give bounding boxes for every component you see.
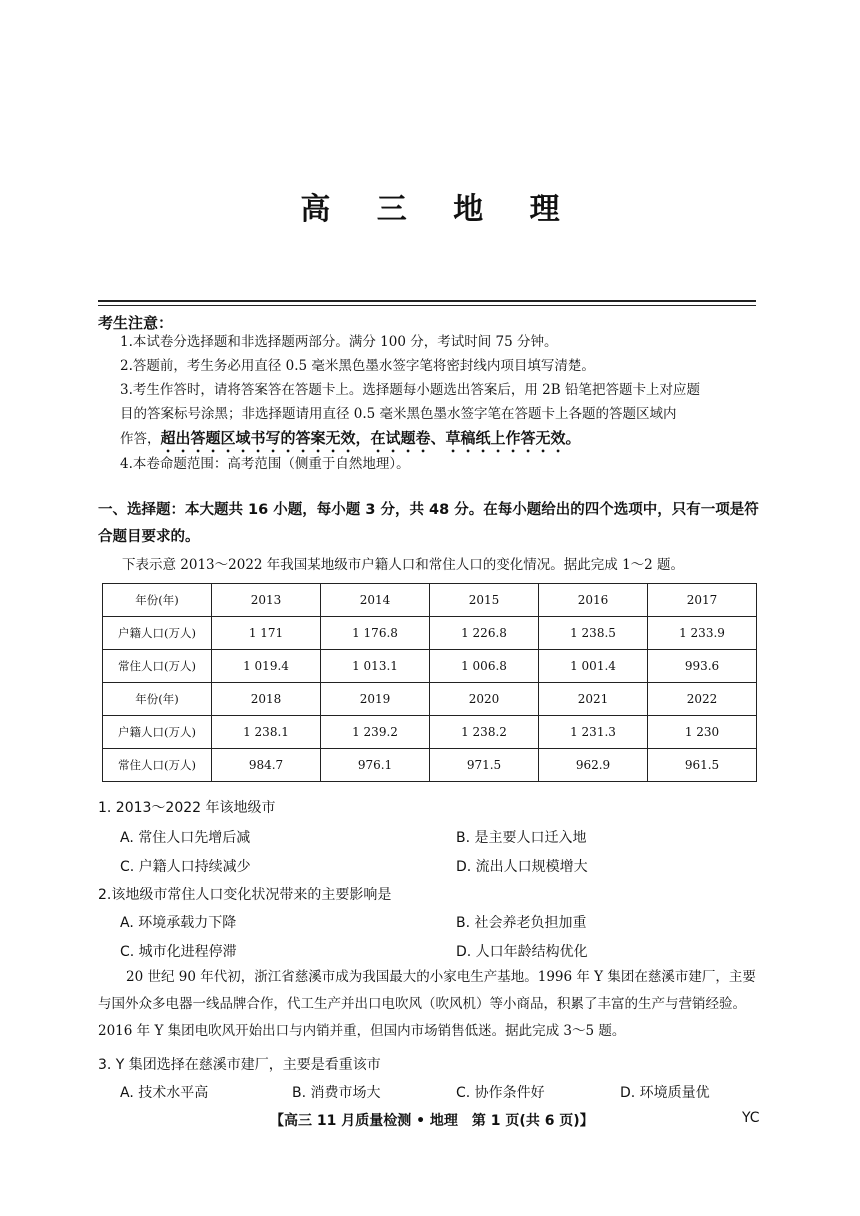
row-label-year: 年份(年) (103, 683, 212, 716)
row-label-huji: 户籍人口(万人) (103, 617, 212, 650)
notice-item-3-line-2: 目的答案标号涂黑；非选择题请用直径 0.5 毫米黑色墨水签字笔在答题卡上各题的答题区域内 (120, 406, 677, 422)
notice-item-3-line-1: 3.考生作答时，请将答案答在答题卡上。选择题每小题选出答案后，用 2B 铅笔把答题卡上对应题 (120, 382, 700, 398)
question-1-option-c: C. 户籍人口持续减少 (120, 859, 251, 875)
cell-year: 2019 (321, 683, 430, 716)
table-row (103, 683, 757, 716)
cell-changzhu: 1 006.8 (430, 650, 539, 683)
cell-huji: 1 238.2 (430, 716, 539, 749)
question-1-stem: 1. 2013～2022 年该地级市 (98, 800, 276, 816)
table-row (103, 584, 757, 617)
paper-code: YC (742, 1110, 760, 1126)
passage: 20 世纪 90 年代初，浙江省慈溪市成为我国最大的小家电生产基地。1996 年 Y 集团在慈溪市建厂，主要与国外众多电器一线品牌合作，代工生产并出口电吹风（吹风机）等小商品，积累了丰富的生产与营销经验。2016 年 Y 集团电吹风开始出口与内销并重，但国内市场销售低迷。据此完成 3～5 题。 (98, 969, 756, 1039)
cell-changzhu: 1 019.4 (212, 650, 321, 683)
cell-year: 2018 (212, 683, 321, 716)
cell-huji: 1 233.9 (648, 617, 757, 650)
question-1-option-a: A. 常住人口先增后减 (120, 830, 251, 846)
cell-year: 2017 (648, 584, 757, 617)
population-table (102, 583, 757, 782)
cell-changzhu: 962.9 (539, 749, 648, 782)
cell-changzhu: 971.5 (430, 749, 539, 782)
cell-huji: 1 176.8 (321, 617, 430, 650)
row-label-changzhu: 常住人口(万人) (103, 650, 212, 683)
cell-changzhu: 1 013.1 (321, 650, 430, 683)
cell-huji: 1 171 (212, 617, 321, 650)
page-title: 高 三 地 理 (300, 192, 578, 227)
table-row (103, 749, 757, 782)
notice-item-4: 4.本卷命题范围：高考范围（侧重于自然地理）。 (120, 456, 410, 472)
notice-item-1: 1.本试卷分选择题和非选择题两部分。满分 100 分，考试时间 75 分钟。 (120, 334, 558, 350)
header-rule-thin (98, 305, 756, 306)
cell-year: 2022 (648, 683, 757, 716)
question-3-stem: 3. Y 集团选择在慈溪市建厂，主要是看重该市 (98, 1057, 381, 1073)
table-row (103, 716, 757, 749)
cell-huji: 1 230 (648, 716, 757, 749)
cell-changzhu: 1 001.4 (539, 650, 648, 683)
question-2-option-b: B. 社会养老负担加重 (456, 915, 587, 931)
cell-year: 2015 (430, 584, 539, 617)
cell-huji: 1 238.1 (212, 716, 321, 749)
cell-year: 2016 (539, 584, 648, 617)
cell-huji: 1 239.2 (321, 716, 430, 749)
cell-changzhu: 993.6 (648, 650, 757, 683)
question-1-option-d: D. 流出人口规模增大 (456, 859, 588, 875)
table-row (103, 650, 757, 683)
question-2-option-c: C. 城市化进程停滞 (120, 944, 237, 960)
header-rule-thick (98, 300, 756, 302)
question-2-stem: 2.该地级市常住人口变化状况带来的主要影响是 (98, 887, 392, 903)
cell-huji: 1 231.3 (539, 716, 648, 749)
notice-item-2: 2.答题前，考生务必用直径 0.5 毫米黑色墨水签字笔将密封线内项目填写清楚。 (120, 358, 595, 374)
table-intro: 下表示意 2013～2022 年我国某地级市户籍人口和常住人口的变化情况。据此完成 1～2 题。 (122, 557, 685, 573)
row-label-year: 年份(年) (103, 584, 212, 617)
cell-huji: 1 238.5 (539, 617, 648, 650)
question-3-option-a: A. 技术水平高 (120, 1085, 209, 1101)
page-footer: 【高三 11 月质量检测 • 地理 第 1 页(共 6 页)】 (270, 1113, 594, 1129)
table-row (103, 617, 757, 650)
cell-year: 2014 (321, 584, 430, 617)
question-3-option-b: B. 消费市场大 (292, 1085, 381, 1101)
cell-year: 2021 (539, 683, 648, 716)
notice-heading: 考生注意： (98, 314, 174, 332)
cell-changzhu: 984.7 (212, 749, 321, 782)
row-label-changzhu: 常住人口(万人) (103, 749, 212, 782)
question-2-option-d: D. 人口年龄结构优化 (456, 944, 588, 960)
notice-emphasis: 超出答题区域书写的答案无效，在试题卷、草稿纸上作答无效。 (160, 429, 581, 447)
section-heading: 一、选择题：本大题共 16 小题，每小题 3 分，共 48 分。在每小题给出的四个选项中，只有一项是符合题目要求的。 (98, 502, 759, 545)
row-label-huji: 户籍人口(万人) (103, 716, 212, 749)
question-1-option-b: B. 是主要人口迁入地 (456, 830, 587, 846)
question-3-option-c: C. 协作条件好 (456, 1085, 545, 1101)
cell-huji: 1 226.8 (430, 617, 539, 650)
cell-changzhu: 961.5 (648, 749, 757, 782)
question-2-option-a: A. 环境承载力下降 (120, 915, 237, 931)
cell-year: 2013 (212, 584, 321, 617)
cell-changzhu: 976.1 (321, 749, 430, 782)
cell-year: 2020 (430, 683, 539, 716)
notice-item-3-prefix: 作答， (120, 431, 161, 447)
question-3-option-d: D. 环境质量优 (620, 1085, 710, 1101)
